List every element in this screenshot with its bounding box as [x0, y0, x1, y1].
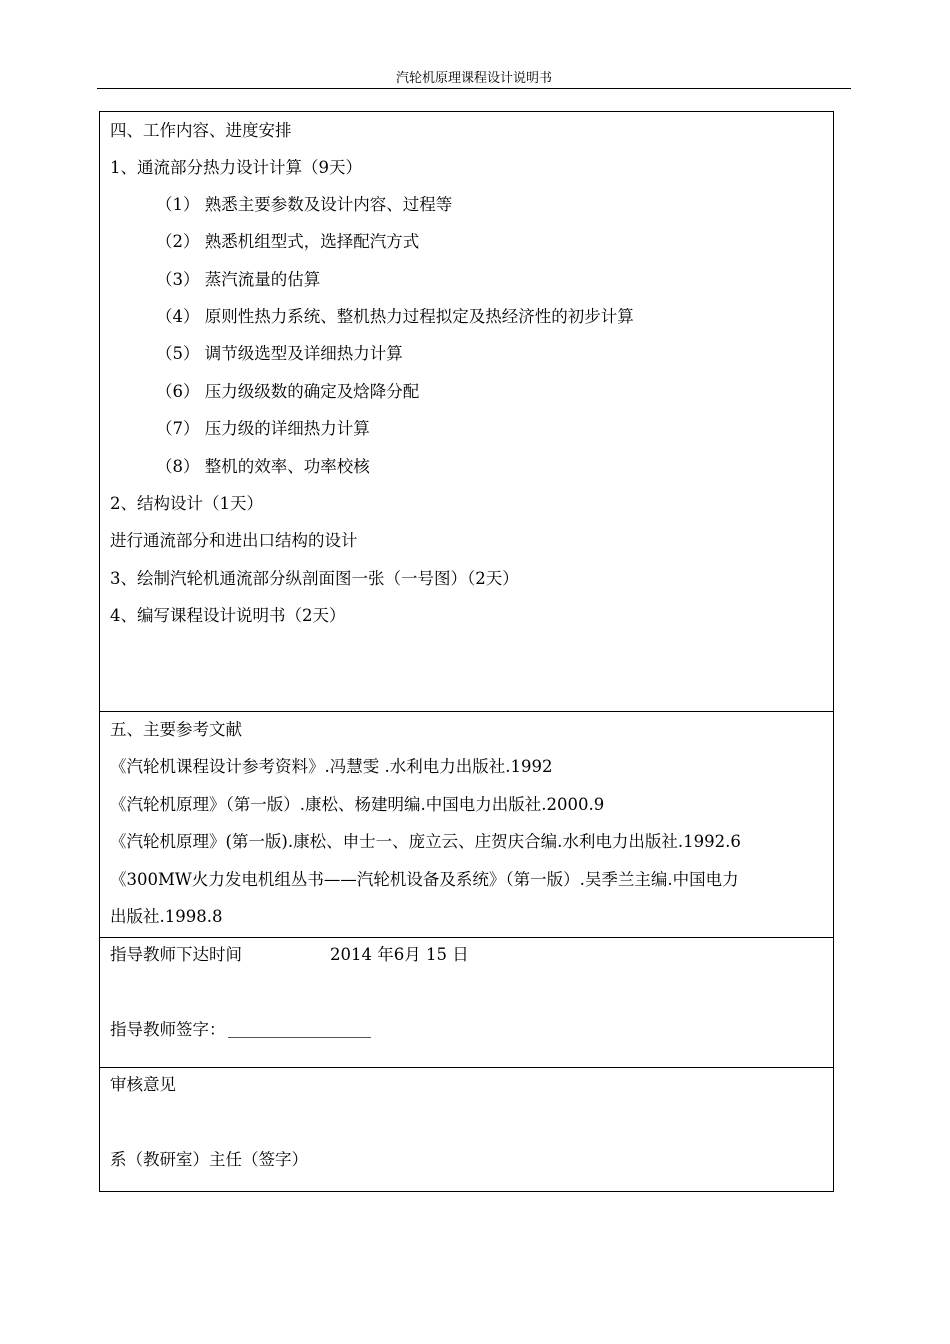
section-review [100, 1067, 833, 1191]
section-work-schedule [100, 112, 833, 711]
reference-item: 《汽轮机课程设计参考资料》.冯慧雯 .水利电力出版社.1992 [110, 757, 553, 776]
section5-heading: 五、主要参考文献 [110, 720, 242, 739]
reference-item: 《汽轮机原理》（第一版）.康松、杨建明编.中国电力出版社.2000.9 [110, 795, 605, 814]
section4-subitem: （3） 蒸汽流量的估算 [156, 270, 321, 289]
review-heading: 审核意见 [110, 1075, 176, 1094]
instructor-signature-line[interactable] [228, 1021, 371, 1038]
director-signature-label: 系（教研室）主任（签字） [110, 1150, 308, 1169]
section-references [100, 711, 833, 937]
section4-item-2: 2、结构设计（1天） [110, 494, 263, 513]
section4-subitem: （2） 熟悉机组型式，选择配汽方式 [156, 232, 420, 251]
reference-item: 《汽轮机原理》(第一版).康松、申士一、庞立云、庄贺庆合编.水利电力出版社.1992.6 [110, 832, 741, 851]
instructor-signature-label: 指导教师签字： [110, 1020, 226, 1039]
section4-heading: 四、工作内容、进度安排 [110, 121, 292, 140]
header-rule [97, 88, 851, 89]
issue-time-label: 指导教师下达时间 [110, 945, 242, 964]
section4-subitem: （8） 整机的效率、功率校核 [156, 457, 370, 476]
section4-subitem: （5） 调节级选型及详细热力计算 [156, 344, 403, 363]
section4-item-3: 3、绘制汽轮机通流部分纵剖面图一张（一号图）（2天） [110, 569, 519, 588]
section4-item-2-detail: 进行通流部分和进出口结构的设计 [110, 531, 358, 550]
section4-subitem: （4） 原则性热力系统、整机热力过程拟定及热经济性的初步计算 [156, 307, 634, 326]
instructor-signature-row [110, 1018, 371, 1042]
section-instructor [100, 937, 833, 1067]
section4-item-4: 4、编写课程设计说明书（2天） [110, 606, 346, 625]
section4-subitem: （7） 压力级的详细热力计算 [156, 419, 370, 438]
section4-subitem: （6） 压力级级数的确定及焓降分配 [156, 382, 420, 401]
issue-date: 2014 年6月 15 日 [330, 945, 469, 964]
section4-subitem: （1） 熟悉主要参数及设计内容、过程等 [156, 195, 453, 214]
section4-item-1: 1、通流部分热力设计计算（9天） [110, 158, 362, 177]
form-table [99, 111, 834, 1192]
page-header-title: 汽轮机原理课程设计说明书 [395, 71, 552, 86]
reference-item: 出版社.1998.8 [110, 907, 223, 926]
reference-item: 《300MW火力发电机组丛书——汽轮机设备及系统》（第一版）.吴季兰主编.中国电力 [110, 870, 739, 889]
